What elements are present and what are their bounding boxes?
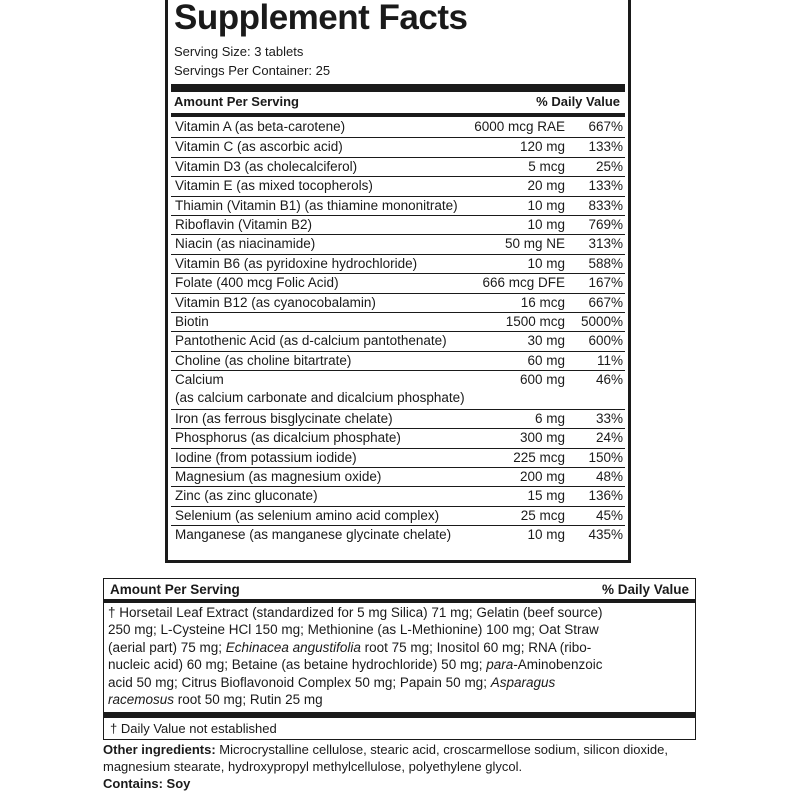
nutrient-daily-value: 588% (588, 255, 623, 271)
footnote-divider (104, 712, 695, 718)
nutrient-row (171, 486, 625, 505)
nutrient-row (171, 176, 625, 195)
nutrient-row (171, 312, 625, 331)
divider-medium (171, 113, 625, 117)
nutrient-row (171, 215, 625, 234)
nutrient-row (171, 157, 625, 176)
nutrient-amount: 16 mcg (520, 294, 565, 310)
servings-per-container: Servings Per Container: 25 (174, 63, 331, 78)
nutrient-row (171, 370, 625, 409)
nutrient-amount: 25 mcg (520, 507, 565, 523)
nutrient-amount: 10 mg (527, 197, 565, 213)
nutrient-daily-value: 25% (595, 158, 623, 174)
nutrient-daily-value: 45% (595, 507, 623, 523)
nutrient-daily-value: 24% (595, 430, 623, 446)
amount-per-serving-header: Amount Per Serving (174, 94, 299, 109)
nutrient-daily-value: 167% (588, 275, 623, 291)
nutrient-amount: 120 mg (519, 139, 565, 155)
nutrient-name: Vitamin E (as mixed tocopherols) (175, 178, 373, 194)
blend-header (110, 582, 689, 597)
nutrient-name: Vitamin B12 (as cyanocobalamin) (175, 294, 376, 310)
nutrient-name: Zinc (as zinc gluconate) (175, 488, 318, 504)
nutrient-daily-value: 313% (588, 236, 623, 252)
nutrient-amount: 60 mg (527, 352, 565, 368)
nutrient-name: Biotin (175, 313, 209, 329)
nutrient-row (171, 118, 625, 137)
blend-dv-header: % Daily Value (601, 582, 689, 597)
nutrient-row (171, 293, 625, 312)
nutrient-daily-value: 435% (588, 527, 623, 543)
nutrient-amount: 20 mg (527, 178, 565, 194)
nutrient-row (171, 254, 625, 273)
nutrient-amount: 10 mg (527, 527, 565, 543)
nutrient-amount: 300 mg (519, 430, 565, 446)
nutrient-amount: 6000 mcg RAE (474, 119, 565, 134)
nutrient-name: Vitamin A (as beta-carotene) (175, 119, 346, 134)
nutrient-daily-value: 5000% (580, 313, 623, 329)
nutrient-row (171, 448, 625, 467)
nutrient-amount: 6 mg (534, 410, 565, 426)
nutrient-row (171, 331, 625, 350)
nutrient-name: Vitamin C (as ascorbic acid) (175, 139, 343, 155)
serving-size: Serving Size: 3 tablets (174, 44, 304, 59)
nutrient-daily-value: 667% (588, 294, 623, 310)
nutrient-amount: 15 mg (527, 488, 565, 504)
nutrient-name: Magnesium (as magnesium oxide) (175, 469, 382, 485)
divider-thick (171, 84, 625, 92)
nutrient-amount: 50 mg NE (504, 236, 565, 252)
other-ingredients (103, 741, 703, 792)
nutrient-amount: 666 mcg DFE (482, 275, 565, 291)
nutrient-name: Selenium (as selenium amino acid complex) (175, 507, 440, 523)
nutrient-name: Calcium (175, 372, 224, 388)
proprietary-blend-panel (103, 578, 696, 740)
nutrient-source: (as calcium carbonate and dicalcium phosphate) (175, 390, 465, 406)
blend-line: racemosus root 50 mg; Rutin 25 mg (108, 692, 323, 708)
other-ingredients-text: Microcrystalline cellulose, stearic acid, croscarmellose sodium, silicon dioxide, magnesium stearate, hydroxypropyl methylcellulose, polyethylene glycol. (103, 742, 668, 774)
nutrient-name: Folate (400 mcg Folic Acid) (175, 275, 339, 291)
facts-header (174, 94, 622, 109)
contains-label: Contains: Soy (103, 776, 191, 791)
nutrient-daily-value: 46% (595, 372, 623, 388)
nutrient-name: Thiamin (Vitamin B1) (as thiamine mononitrate) (175, 197, 458, 213)
nutrient-amount: 225 mcg (513, 449, 565, 465)
blend-amount-header: Amount Per Serving (110, 582, 240, 597)
nutrient-name: Niacin (as niacinamide) (175, 236, 316, 252)
nutrient-amount: 10 mg (527, 216, 565, 232)
nutrient-name: Iron (as ferrous bisglycinate chelate) (175, 410, 393, 426)
daily-value-header: % Daily Value (536, 94, 620, 109)
nutrient-row (171, 273, 625, 292)
nutrient-daily-value: 48% (595, 469, 623, 485)
nutrient-daily-value: 11% (596, 352, 623, 368)
nutrient-amount: 10 mg (527, 255, 565, 271)
nutrient-daily-value: 133% (588, 139, 623, 155)
nutrient-name: Iodine (from potassium iodide) (175, 449, 357, 465)
nutrient-row (171, 428, 625, 447)
panel-title: Supplement Facts (174, 0, 468, 37)
nutrient-row (171, 506, 625, 525)
blend-line: 250 mg; L-Cysteine HCl 150 mg; Methionine (as L-Methionine) 100 mg; Oat Straw (108, 622, 599, 638)
blend-line: † Horsetail Leaf Extract (standardized for 5 mg Silica) 71 mg; Gelatin (beef source) (108, 605, 603, 620)
dv-footnote: † Daily Value not established (110, 721, 277, 736)
nutrient-amount: 600 mg (519, 372, 565, 388)
nutrient-name: Pantothenic Acid (as d-calcium pantothenate) (175, 333, 447, 349)
nutrient-daily-value: 600% (588, 333, 623, 349)
nutrient-row (171, 467, 625, 486)
nutrient-name: Manganese (as manganese glycinate chelate) (175, 527, 452, 543)
nutrient-row (171, 234, 625, 253)
supplement-facts-panel (165, 0, 631, 563)
nutrient-name: Vitamin D3 (as cholecalciferol) (175, 158, 358, 174)
nutrient-daily-value: 136% (588, 488, 623, 504)
nutrient-row (171, 351, 625, 370)
nutrient-daily-value: 33% (595, 410, 623, 426)
blend-line: (aerial part) 75 mg; Echinacea angustifolia root 75 mg; Inositol 60 mg; RNA (ribo- (108, 639, 592, 655)
blend-divider (104, 599, 695, 603)
nutrient-daily-value: 667% (588, 119, 623, 134)
nutrient-name: Choline (as choline bitartrate) (175, 352, 352, 368)
nutrient-table (171, 118, 625, 545)
nutrient-daily-value: 133% (588, 178, 623, 194)
nutrient-amount: 1500 mcg (505, 313, 565, 329)
blend-ingredients (108, 604, 691, 708)
nutrient-amount: 200 mg (519, 469, 565, 485)
nutrient-row (171, 137, 625, 156)
nutrient-name: Phosphorus (as dicalcium phosphate) (175, 430, 401, 446)
nutrient-daily-value: 769% (588, 216, 623, 232)
nutrient-name: Vitamin B6 (as pyridoxine hydrochloride) (175, 255, 418, 271)
other-ingredients-label: Other ingredients: (103, 742, 216, 757)
nutrient-daily-value: 150% (588, 449, 623, 465)
nutrient-row (171, 525, 625, 544)
blend-line: acid 50 mg; Citrus Bioflavonoid Complex 50 mg; Papain 50 mg; Asparagus (108, 674, 556, 690)
nutrient-amount: 30 mg (527, 333, 565, 349)
blend-line: nucleic acid) 60 mg; Betaine (as betaine hydrochloride) 50 mg; para-Aminobenzoic (108, 657, 603, 673)
nutrient-row (171, 409, 625, 428)
nutrient-daily-value: 833% (588, 197, 623, 213)
nutrient-name: Riboflavin (Vitamin B2) (175, 216, 313, 232)
nutrient-amount: 5 mcg (528, 158, 565, 174)
nutrient-row (171, 196, 625, 215)
